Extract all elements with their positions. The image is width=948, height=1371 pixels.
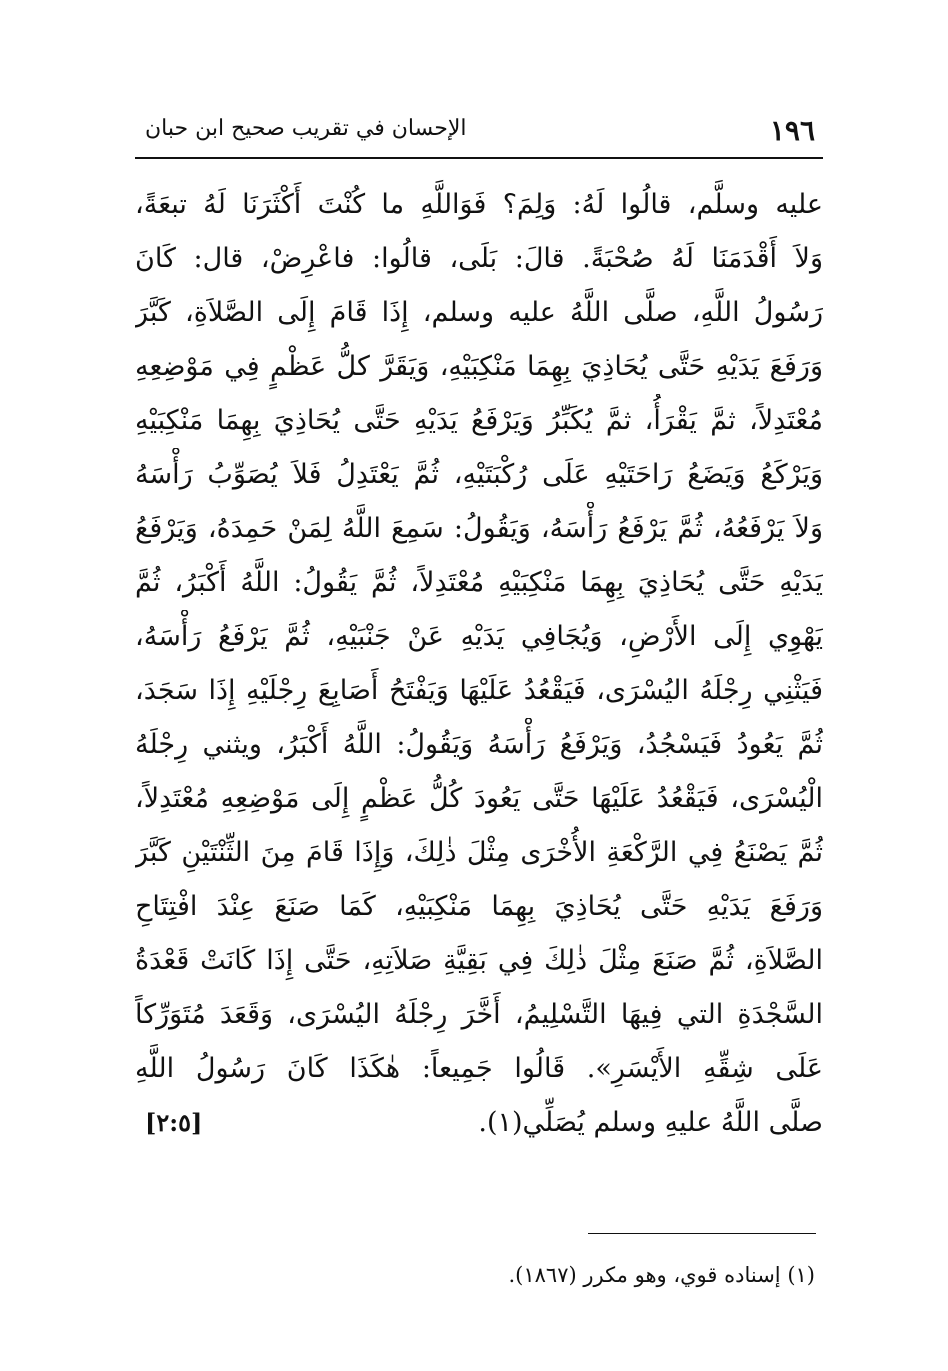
text-line: ثُمَّ يَعُودُ فَيَسْجُدُ، وَيَرْفَعُ رَأْسَهُ وَيَقُولُ: اللَّهُ أَكْبَرُ، ويثني رِجْلَهُ — [135, 729, 823, 760]
text-line: وَيَرْكَعُ وَيَضَعُ رَاحَتَيْهِ عَلَى رُكْبَتَيْهِ، ثُمَّ يَعْتَدِلُ فَلاَ يُصَوِّبُ رَأْسَهُ — [135, 459, 823, 490]
text-line: عَلَى شِقِّهِ الأَيْسَرِ». قَالُوا جَمِيعاً: هٰكَذَا كَانَ رَسُولُ اللَّهِ — [135, 1053, 823, 1084]
footnote-divider — [588, 1233, 816, 1234]
text-line: فَيَثْنِي رِجْلَهُ اليُسْرَى، فَيَقْعُدُ عَلَيْهَا وَيَفْتَحُ أَصَابِعَ رِجْلَيْهِ إِذَا سَجَدَ، — [135, 675, 823, 706]
text-line: عليه وسلَّم، قالُوا لَهُ: وَلِمَ؟ فَوَاللَّهِ ما كُنْتَ أَكْثَرَنَا لَهُ تبعَةً، — [135, 189, 823, 220]
book-title: الإحسان في تقريب صحيح ابن حبان — [145, 116, 467, 141]
page-number: ١٩٦ — [769, 114, 815, 147]
text-line: مُعْتَدِلاً، ثمَّ يَقْرَأُ، ثمَّ يُكَبِّرُ وَيَرْفَعُ يَدَيْهِ حَتَّى يُحَاذِيَ بِهِمَا مَنْكِبَيْهِ — [135, 405, 823, 436]
running-header — [135, 108, 823, 154]
text-line: يَهْوِي إِلَى الأَرْضِ، وَيُجَافِي يَدَيْهِ عَنْ جَنْبَيْهِ، ثُمَّ يَرْفَعُ رَأْسَهُ، — [135, 621, 823, 652]
text-line: وَرَفَعَ يَدَيْهِ حَتَّى يُحَاذِيَ بِهِمَا مَنْكِبَيْهِ، كَمَا صَنَعَ عِنْدَ افْتِتَاحِ — [135, 891, 823, 922]
text-line: رَسُولُ اللَّهِ، صلَّى اللَّهُ عليه وسلم، إِذَا قَامَ إِلَى الصَّلاَةِ، كَبَّرَ — [135, 297, 823, 328]
header-divider — [135, 157, 823, 159]
text-line: الصَّلاَةِ، ثُمَّ صَنَعَ مِثْلَ ذٰلِكَ فِي بَقِيَّةِ صَلاَتِهِ، حَتَّى إِذَا كَانَتْ قَعْدَةُ — [135, 945, 823, 976]
text-line: يَدَيْهِ حَتَّى يُحَاذِيَ بِهِمَا مَنْكِبَيْهِ مُعْتَدِلاً، ثُمَّ يَقُولُ: اللَّهُ أَكْبَرُ، ثُمَّ — [135, 567, 823, 598]
hadith-reference: [٢:٥] — [145, 1108, 203, 1137]
text-line: وَرَفَعَ يَدَيْهِ حَتَّى يُحَاذِيَ بِهِمَا مَنْكِبَيْهِ، وَيَقَرَّ كلُّ عَظْمٍ فِي مَوْضِعِهِ — [135, 351, 823, 382]
text-line: الْيُسْرَى، فَيَقْعُدُ عَلَيْهَا حَتَّى يَعُودَ كُلُّ عَظْمٍ إِلَى مَوْضِعِهِ مُعْتَدِلاً، — [135, 783, 823, 814]
text-line: ثُمَّ يَصْنَعُ فِي الرَّكْعَةِ الأُخْرَى مِثْلَ ذٰلِكَ، وَإِذَا قَامَ مِنَ الثِّنْتَيْنِ كَبَّرَ — [135, 837, 823, 868]
final-line-text: صلَّى اللَّهُ عليهِ وسلم يُصَلِّي(١). — [478, 1107, 823, 1138]
text-line: السَّجْدَةِ التي فِيهَا التَّسْلِيمُ، أَخَّرَ رِجْلَهُ اليُسْرَى، وَقَعَدَ مُتَوَرِّكاً — [135, 999, 823, 1030]
hadith-text — [135, 178, 823, 1150]
text-line: وَلاَ أَقْدَمَنَا لَهُ صُحْبَةً. قالَ: بَلَى، قالُوا: فاعْرِضْ، قال: كَانَ — [135, 243, 823, 274]
text-line: وَلاَ يَرْفَعُهُ، ثُمَّ يَرْفَعُ رَأْسَهُ، وَيَقُولُ: سَمِعَ اللَّهُ لِمَنْ حَمِدَهُ، وَيَرْفَعُ — [135, 513, 823, 544]
final-line — [135, 1096, 823, 1150]
footnote: (١) إسناده قوي، وهو مكرر (١٨٦٧). — [508, 1263, 815, 1287]
